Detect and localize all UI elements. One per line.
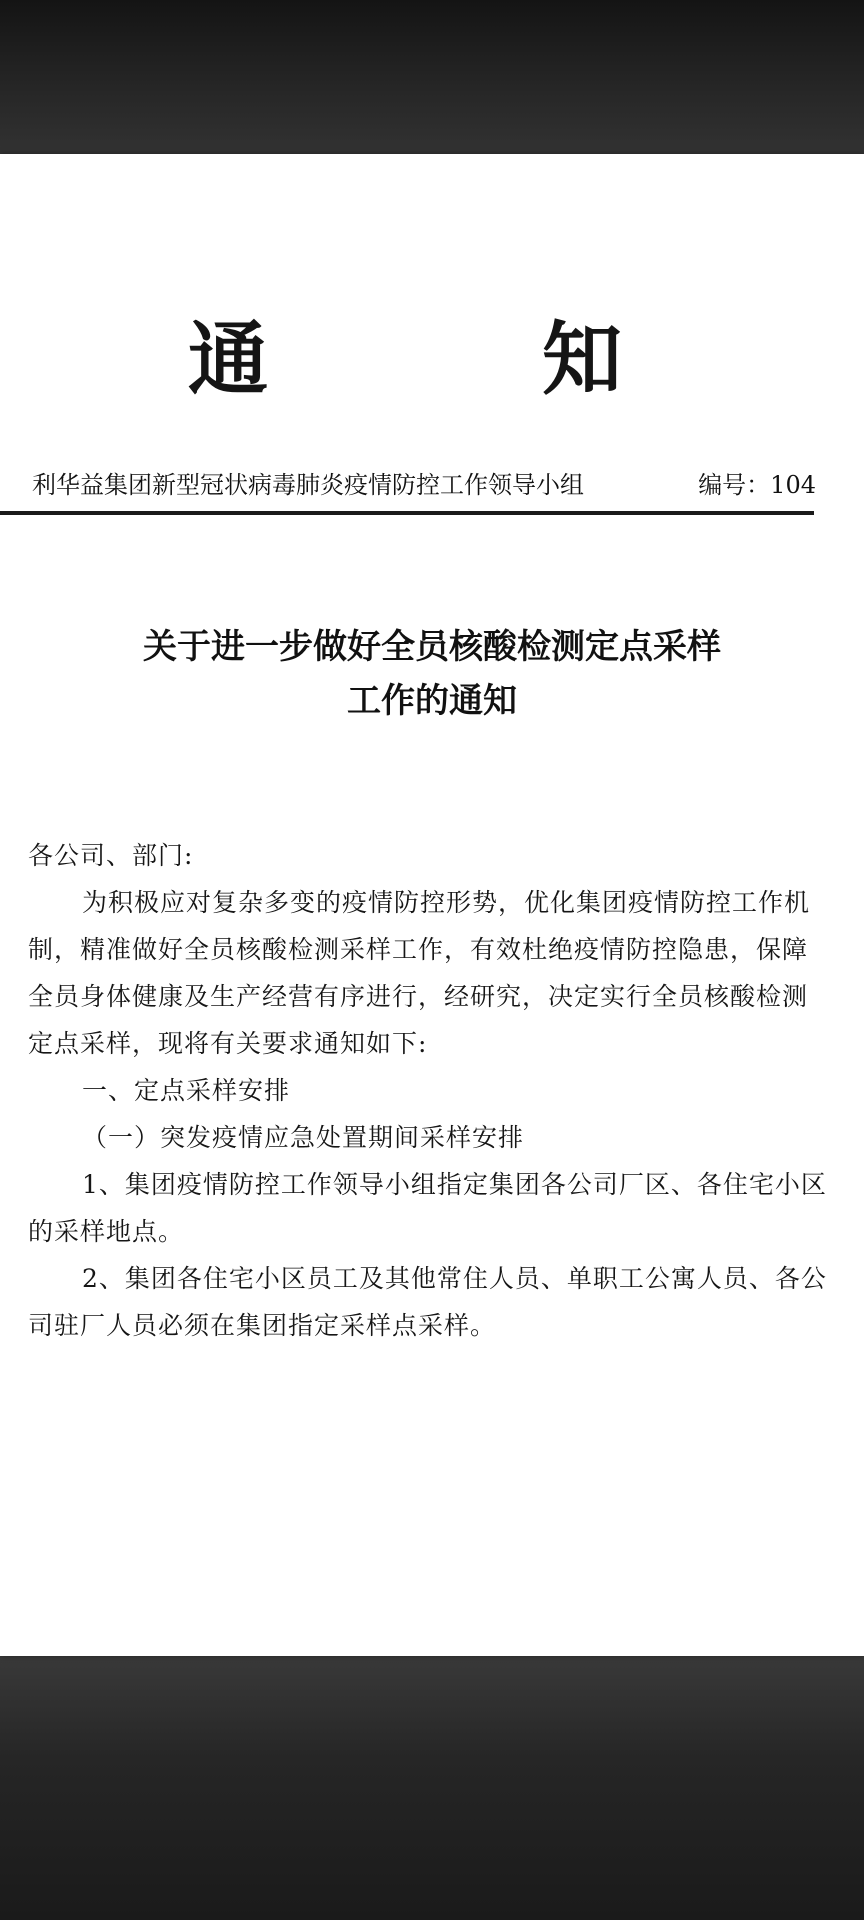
notice-title-line-2: 工作的通知 — [347, 681, 517, 721]
notice-title-line-1: 关于进一步做好全员核酸检测定点采样 — [143, 627, 721, 667]
item-paragraph-2: 2、集团各住宅小区员工及其他常住人员、单职工公寓人员、各公司驻厂人员必须在集团指定采样点采样。 — [28, 1264, 827, 1340]
section-heading-1: 一、定点采样安排 — [82, 1076, 291, 1105]
header-divider — [0, 511, 814, 515]
notice-body — [28, 832, 828, 1349]
background-top — [0, 0, 864, 160]
intro-paragraph: 为积极应对复杂多变的疫情防控形势，优化集团疫情防控工作机制，精准做好全员核酸检测采样工作，有效杜绝疫情防控隐患，保障全员身体健康及生产经营有序进行，经研究，决定实行全员核酸检测定点采样，现将有关要求通知如下: — [28, 888, 811, 1058]
issuer-name: 利华益集团新型冠状病毒肺炎疫情防控工作领导小组 — [32, 471, 584, 499]
salutation: 各公司、部门: — [28, 841, 194, 870]
background-bottom — [0, 1650, 864, 1920]
document-type-heading — [0, 295, 864, 405]
document-type-char-2: 知 — [542, 312, 622, 406]
document-number: 编号：104 — [698, 471, 816, 499]
item-paragraph-1: 1、集团疫情防控工作领导小组指定集团各公司厂区、各住宅小区的采样地点。 — [28, 1170, 827, 1246]
document-type-char-1: 通 — [188, 312, 268, 406]
notice-title — [0, 620, 864, 728]
issuer-row — [26, 465, 816, 505]
subsection-heading-1: （一）突发疫情应急处置期间采样安排 — [82, 1123, 525, 1152]
